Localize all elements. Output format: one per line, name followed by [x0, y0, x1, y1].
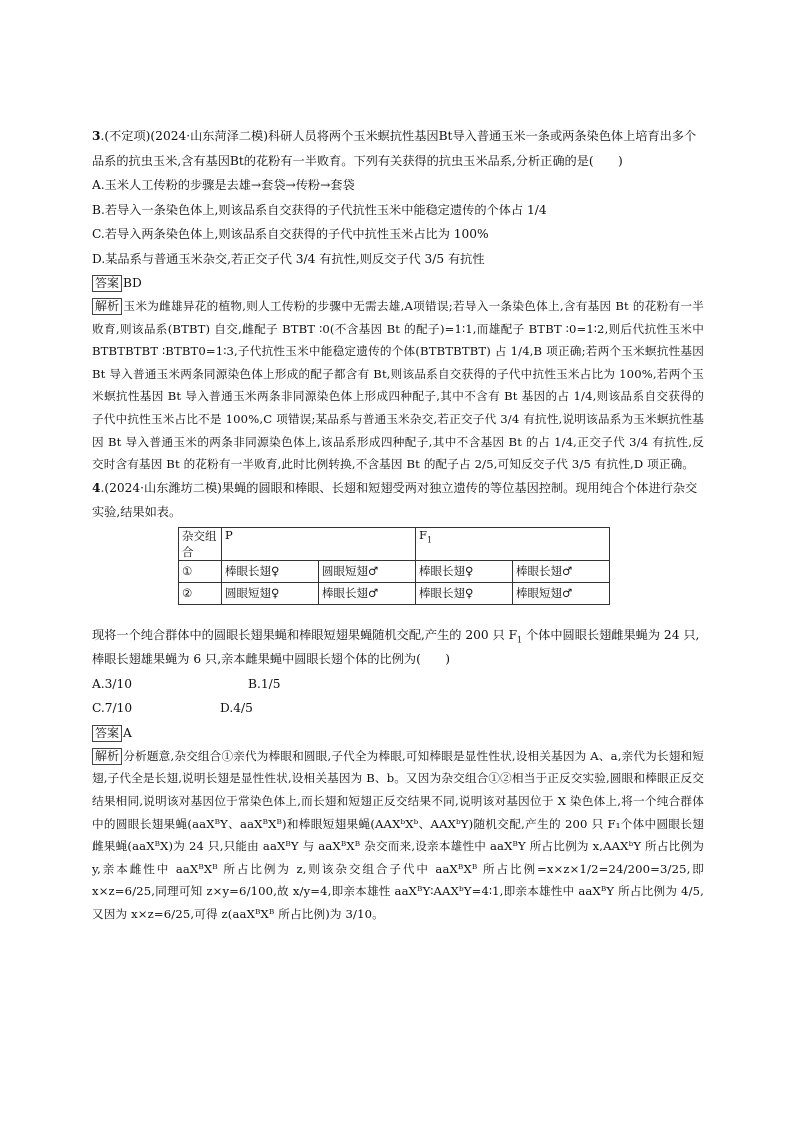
- explanation-text: 玉米为雌雄异花的植物,则人工传粉的步骤中无需去雄,A项错误;若导入一条染色体上,含有基因 Bt 的花粉有一半败育,则该品系(BTBT) 自交,雌配子 BTBT ∶0(不含基因 Bt 的配子)=1∶1,而雄配子 BTBT ∶0=1∶2,则后代抗性玉米中 BTBTBTBT ∶BTBT0=1∶3,子代抗性玉米中能稳定遗传的个体(BTBTBTBT) 占 1/4,B 项正确;若两个玉米螟抗性基因 Bt 导入普通玉米两条同源染色体上形成的配子都含有 Bt,则该品系自交获得的子代中抗性玉米占比为 100%,若两个玉米螟抗性基因 Bt 导入普通玉米两条非同源染色体上形成四种配子,其中不含有 Bt 基因的占 1/4,则该品系自交获得的子代中抗性玉米占比不是 100%,C 项错误;某品系与普通玉米杂交,若正交子代 3/4 有抗性,说明该品系为玉米螟抗性基因 Bt 导入普通玉米的两条非同源染色体上,该品系形成四种配子,其中不含基因 Bt 的占 1/4,正交子代 3/4 有抗性,反交时含有基因 Bt 的花粉有一半败育,此时比例转换,不含基因 Bt 的配子占 2/5,可知反交子代 3/5 有抗性,D 项正确。: [92, 299, 704, 472]
- cell-p-male: 棒眼长翅♂: [319, 582, 416, 604]
- question-4-option-b: B.1/5: [248, 676, 281, 691]
- question-3-option-a: A.玉米人工传粉的步骤是去雄→套袋→传粉→套袋: [92, 178, 355, 192]
- cell-f1-female: 棒眼长翅♀: [416, 560, 513, 582]
- cell-p-female: 棒眼长翅♀: [222, 560, 319, 582]
- cell-cross-id: ②: [179, 582, 222, 604]
- question-3-explanation: [92, 295, 704, 476]
- question-4-text: 果蝇的圆眼和棒眼、长翅和短翅受两对独立遗传的等位基因控制。现用纯合个体进行杂交实验,结果如表。: [92, 480, 698, 520]
- explanation-label: 解析: [92, 298, 122, 315]
- question-4-option-a: A.3/10: [92, 676, 133, 691]
- question-3-option-b: B.若导入一条染色体上,则该品系自交获得的子代抗性玉米中能稳定遗传的个体占 1/4: [92, 202, 547, 217]
- cell-p-male: 圆眼短翅♂: [319, 560, 416, 582]
- answer-label: 答案: [92, 725, 122, 742]
- cell-f1-male: 棒眼长翅♂: [513, 560, 610, 582]
- question-4-options-row-2: [92, 696, 704, 721]
- question-4-stem2: 现将一个纯合群体中的圆眼长翅果蝇和棒眼短翅果蝇随机交配,产生的 200 只 $F_1$ 个体中圆眼长翅雌果蝇为 24 只,棒眼长翅雄果蝇为 6 只,亲本雌果蝇中圆眼长翅个体的比例为( ): [92, 627, 700, 667]
- question-3-answer: [92, 271, 704, 295]
- question-3-number: 3: [92, 129, 101, 143]
- question-4-explanation: [92, 745, 704, 926]
- header-parents: P: [222, 527, 416, 560]
- explanation-label: 解析: [92, 748, 122, 765]
- cell-f1-male: 棒眼短翅♂: [513, 582, 610, 604]
- question-3-option-d: D.某品系与普通玉米杂交,若正交子代 3/4 有抗性,则反交子代 3/5 有抗性: [92, 251, 485, 266]
- cell-cross-id: ①: [179, 560, 222, 582]
- question-4-options-row-1: [92, 672, 704, 697]
- cell-p-female: 圆眼短翅♀: [222, 582, 319, 604]
- explanation-text: 分析题意,杂交组合①亲代为棒眼和圆眼,子代全为棒眼,可知棒眼是显性性状,设相关基因为 A、a,亲代为长翅和短翅,子代全是长翅,说明长翅是显性性状,设相关基因为 B、b。又因为杂交组合①②相当于正反交实验,圆眼和棒眼正反交结果相同,说明该对基因位于常染色体上,而长翅和短翅正反交结果不同,说明该对基因位于 X 染色体上,将一个纯合群体中的圆眼长翅果蝇(aaXᴮY、aaXᴮXᴮ)和棒眼短翅果蝇(AAXᵇXᵇ、AAXᵇY)随机交配,产生的 200 只 F₁个体中圆眼长翅雌果蝇(aaXᴮX)为 24 只,只能由 aaXᴮY 与 aaXᴮXᴮ 杂交而来,设亲本雄性中 aaXᴮY 所占比例为 x,AAXᵇY 所占比例为 y,亲本雌性中 aaXᴮXᴮ 所占比例为 z,则该杂交组合子代中 aaXᴮXᴮ 所占比例=x×z×1/2=24/200=3/25,即 x×z=6/25,同理可知 z×y=6/100,故 x/y=4,即亲本雄性 aaXᴮY∶AAXᵇY=4∶1,即亲本雄性中 aaXᴮY 所占比例为 4/5,又因为 x×z=6/25,可得 z(aaXᴮXᴮ 所占比例)为 3/10。: [92, 748, 704, 921]
- question-4-answer: [92, 721, 704, 745]
- cell-f1-female: 棒眼长翅♀: [416, 582, 513, 604]
- question-4-option-d: D.4/5: [220, 701, 253, 716]
- header-f1: $F_1$: [416, 527, 610, 560]
- header-cross: 杂交组合: [179, 527, 222, 560]
- answer-label: 答案: [92, 275, 122, 292]
- question-3-option-c: C.若导入两条染色体上,则该品系自交获得的子代中抗性玉米占比为 100%: [92, 227, 489, 241]
- answer-value: BD: [123, 276, 142, 290]
- question-4-stem: [92, 476, 704, 525]
- question-4-number: 4: [92, 480, 101, 495]
- question-3-stem: [92, 124, 704, 173]
- table-header-row: [179, 527, 610, 560]
- table-row: [179, 582, 610, 604]
- question-4-option-c: C.7/10: [92, 701, 133, 716]
- answer-value: A: [123, 725, 132, 740]
- table-row: [179, 560, 610, 582]
- question-4-prefix: .(2024·山东潍坊二模): [100, 480, 222, 495]
- cross-results-table: [178, 527, 610, 605]
- question-3-prefix: .(不定项)(2024·山东菏泽二模): [100, 129, 268, 143]
- document-page: [92, 124, 704, 926]
- question-3-text: 科研人员将两个玉米螟抗性基因Bt导入普通玉米一条或两条染色体上培育出多个品系的抗虫玉米,含有基因Bt的花粉有一半败育。下列有关获得的抗虫玉米品系,分析正确的是( ): [92, 129, 697, 168]
